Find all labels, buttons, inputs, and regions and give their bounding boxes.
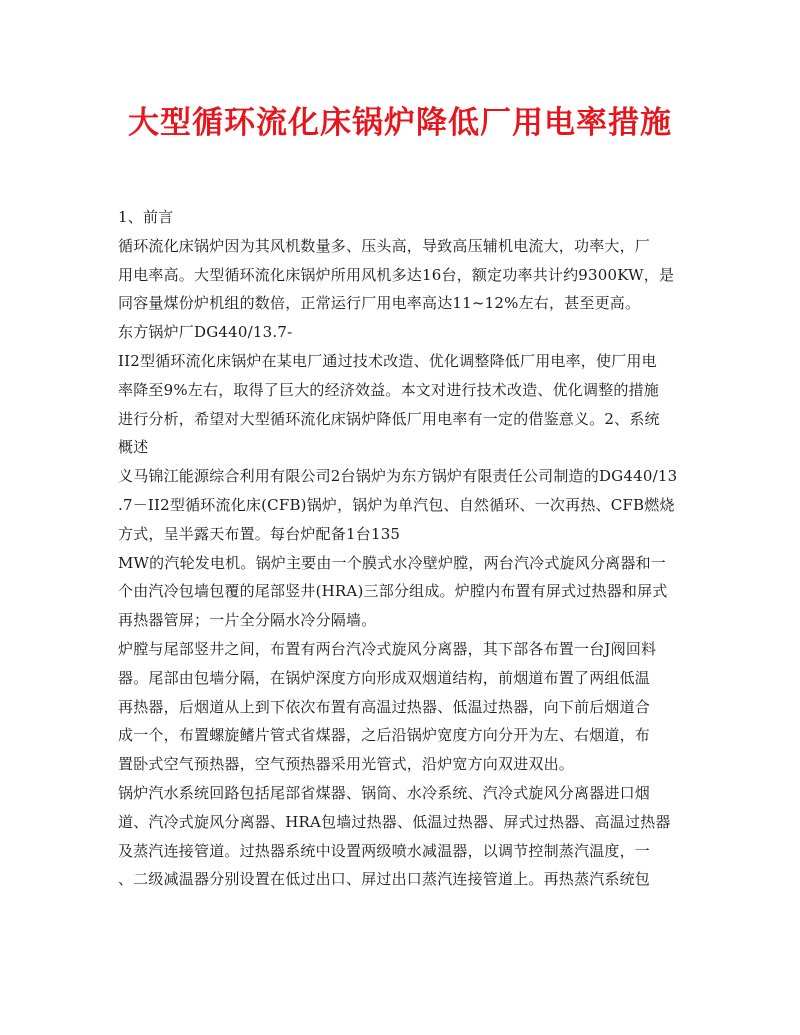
text-line: II2型循环流化床锅炉在某电厂通过技术改造、优化调整降低厂用电率，使厂用电 <box>118 351 657 370</box>
text-line: 个由汽冷包墙包覆的尾部竖井(HRA)三部分组成。炉膛内布置有屏式过热器和屏式 <box>118 582 668 601</box>
text-line: 及蒸汽连接管道。过热器系统中设置两级喷水减温器，以调节控制蒸汽温度，一 <box>118 841 651 860</box>
text-line: 、二级减温器分别设置在低过出口、屏过出口蒸汽连接管道上。再热蒸汽系统包 <box>118 870 651 889</box>
document-title: 大型循环流化床锅炉降低厂用电率措施 <box>128 105 672 141</box>
text-line: 用电率高。大型循环流化床锅炉所用风机多达16台，额定功率共计约9300KW，是 <box>118 265 675 284</box>
text-line: 义马锦江能源综合利用有限公司2台锅炉为东方锅炉有限责任公司制造的DG440/13 <box>118 467 678 486</box>
text-line: MW的汽轮发电机。锅炉主要由一个膜式水冷壁炉膛，两台汽冷式旋风分离器和一 <box>118 553 666 572</box>
text-line: 同容量煤份炉机组的数倍，正常运行厂用电率高达11~12%左右，甚至更高。 <box>118 294 641 313</box>
text-line: 器。尾部由包墙分隔，在锅炉深度方向形成双烟道结构，前烟道布置了两组低温 <box>118 668 651 687</box>
text-line: 进行分析，希望对大型循环流化床锅炉降低厂用电率有一定的借鉴意义。2、系统 <box>118 409 660 428</box>
text-line: 概述 <box>118 438 149 457</box>
text-line: 置卧式空气预热器，空气预热器采用光管式，沿炉宽方向双进双出。 <box>118 755 575 774</box>
text-line: 1、前言 <box>118 208 174 226</box>
text-line: 东方锅炉厂DG440/13.7- <box>118 323 293 342</box>
text-line: 炉膛与尾部竖井之间，布置有两台汽冷式旋风分离器，其下部各布置一台J阀回料 <box>118 639 657 658</box>
text-line: 再热器，后烟道从上到下依次布置有高温过热器、低温过热器，向下前后烟道合 <box>118 697 651 716</box>
text-line: .7－II2型循环流化床(CFB)锅炉，锅炉为单汽包、自然循环、一次再热、CFB燃烧 <box>118 495 675 514</box>
text-line: 道、汽冷式旋风分离器、HRA包墙过热器、低温过热器、屏式过热器、高温过热器 <box>118 812 671 831</box>
text-line: 循环流化床锅炉因为其风机数量多、压头高，导致高压辅机电流大，功率大，厂 <box>118 236 651 255</box>
text-line: 锅炉汽水系统回路包括尾部省煤器、锅筒、水冷系统、汽冷式旋风分离器进口烟 <box>118 783 651 802</box>
text-line: 率降至9%左右，取得了巨大的经济效益。本文对进行技术改造、优化调整的措施 <box>118 380 659 399</box>
text-line: 方式，呈半露天布置。每台炉配备1台135 <box>118 524 401 543</box>
text-line: 成一个，布置螺旋鳍片管式省煤器，之后沿锅炉宽度方向分开为左、右烟道，布 <box>118 726 651 745</box>
text-line: 再热器管屏；一片全分隔水冷分隔墙。 <box>118 611 377 630</box>
document-body <box>118 203 684 894</box>
